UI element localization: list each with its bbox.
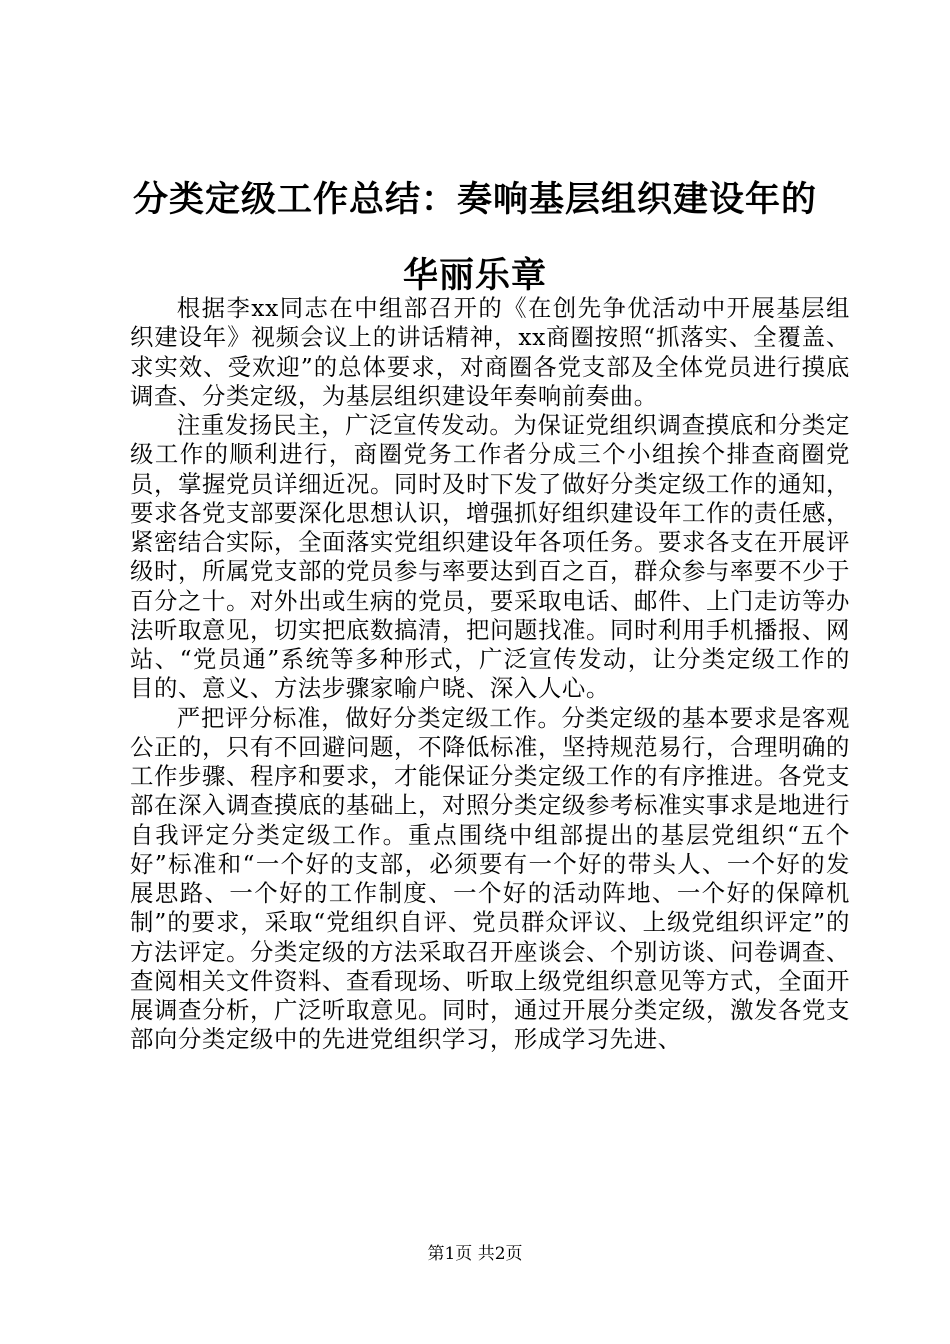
page-number-indicator: 第1页 共2页: [427, 1244, 523, 1264]
paragraph-intro: 根据李xx同志在中组部召开的《在创先争优活动中开展基层组织建设年》视频会议上的讲话精神，xx商圈按照“抓落实、全覆盖、求实效、受欢迎”的总体要求，对商圈各党支部及全体党员进行摸底调查、分类定级，为基层组织建设年奏响前奏曲。: [130, 294, 850, 410]
page-footer: [0, 1244, 950, 1264]
document-body: [130, 294, 850, 1055]
paragraph-democracy-publicity: 注重发扬民主，广泛宣传发动。为保证党组织调查摸底和分类定级工作的顺利进行，商圈党务工作者分成三个小组挨个排查商圈党员，掌握党员详细近况。同时及时下发了做好分类定级工作的通知，要求各党支部要深化思想认识，增强抓好组织建设年工作的责任感，紧密结合实际，全面落实党组织建设年各项任务。要求各支在开展评级时，所属党支部的党员参与率要达到百之百，群众参与率要不少于百分之十。对外出或生病的党员，要采取电话、邮件、上门走访等办法听取意见，切实把底数搞清，把问题找准。同时利用手机播报、网站、“党员通”系统等多种形式，广泛宣传发动，让分类定级工作的目的、意义、方法步骤家喻户晓、深入人心。: [130, 411, 850, 703]
paragraph-grading-standards: 严把评分标准，做好分类定级工作。分类定级的基本要求是客观公正的，只有不回避问题，不降低标准，坚持规范易行，合理明确的工作步骤、程序和要求，才能保证分类定级工作的有序推进。各党支部在深入调查摸底的基础上，对照分类定级参考标准实事求是地进行自我评定分类定级工作。重点围绕中组部提出的基层党组织“五个好”标准和“一个好的支部，必须要有一个好的带头人、一个好的发展思路、一个好的工作制度、一个好的活动阵地、一个好的保障机制”的要求，采取“党组织自评、党员群众评议、上级党组织评定”的方法评定。分类定级的方法采取召开座谈会、个别访谈、问卷调查、查阅相关文件资料、查看现场、听取上级党组织意见等方式，全面开展调查分析，广泛听取意见。同时，通过开展分类定级，激发各党支部向分类定级中的先进党组织学习，形成学习先进、: [130, 703, 850, 1054]
document-title: 分类定级工作总结：奏响基层组织建设年的华丽乐章: [132, 179, 817, 296]
